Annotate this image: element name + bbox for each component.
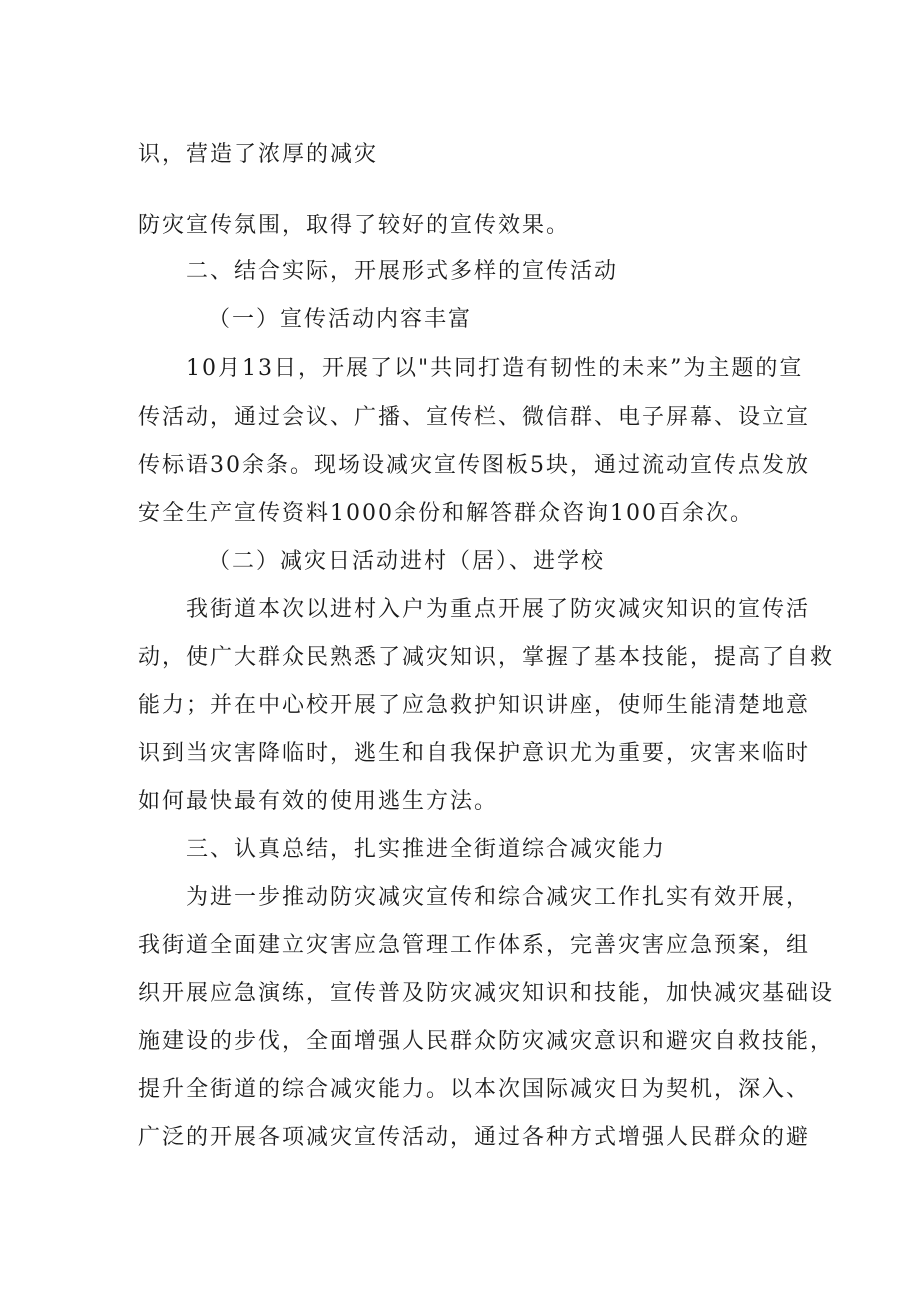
text-line: 我街道本次以进村入户为重点开展了防灾减灾知识的宣传活 — [186, 597, 811, 622]
section-heading: 三、认真总结，扎实推进全街道综合减灾能力 — [186, 837, 667, 862]
text-line: 为进一步推动防灾减灾宣传和综合减灾工作扎实有效开展， — [186, 885, 811, 910]
text-line: 如何最快最有效的使用逃生方法。 — [138, 789, 499, 814]
text-line: 广泛的开展各项减灾宣传活动，通过各种方式增强人民群众的避 — [138, 1125, 811, 1150]
text-line: 10月13日，开展了以"共同打造有韧性的未来”为主题的宣 — [186, 356, 804, 381]
text-line: 我街道全面建立灾害应急管理工作体系，完善灾害应急预案，组 — [138, 933, 811, 958]
text-line: 提升全街道的综合减灾能力。以本次国际减灾日为契机，深入、 — [138, 1077, 811, 1102]
text-line: 传标语30余条。现场设减灾宣传图板5块，通过流动宣传点发放 — [138, 453, 810, 478]
section-heading: 二、结合实际，开展形式多样的宣传活动 — [186, 259, 619, 284]
text-line: 安全生产宣传资料1000余份和解答群众咨询100百余次。 — [138, 501, 754, 526]
text-line: 施建设的步伐，全面增强人民群众防灾减灾意识和避灾自救技能， — [138, 1029, 835, 1054]
text-line: 识，营造了浓厚的减灾 — [138, 142, 379, 167]
text-line: 织开展应急演练，宣传普及防灾减灾知识和技能，加快减灾基础设 — [138, 981, 835, 1006]
text-line: 识到当灾害降临时，逃生和自我保护意识尤为重要，灾害来临时 — [138, 741, 811, 766]
subsection-heading: （一）宣传活动内容丰富 — [208, 307, 473, 332]
text-line: 防灾宣传氛围，取得了较好的宣传效果。 — [138, 213, 571, 238]
subsection-heading: （二）减灾日活动进村（居）、进学校 — [208, 549, 606, 574]
text-line: 传活动，通过会议、广播、宣传栏、微信群、电子屏幕、设立宣 — [138, 405, 811, 430]
text-line: 动，使广大群众民熟悉了减灾知识，掌握了基本技能，提高了自救 — [138, 645, 835, 670]
text-line: 能力；并在中心校开展了应急救护知识讲座，使师生能清楚地意 — [138, 693, 811, 718]
